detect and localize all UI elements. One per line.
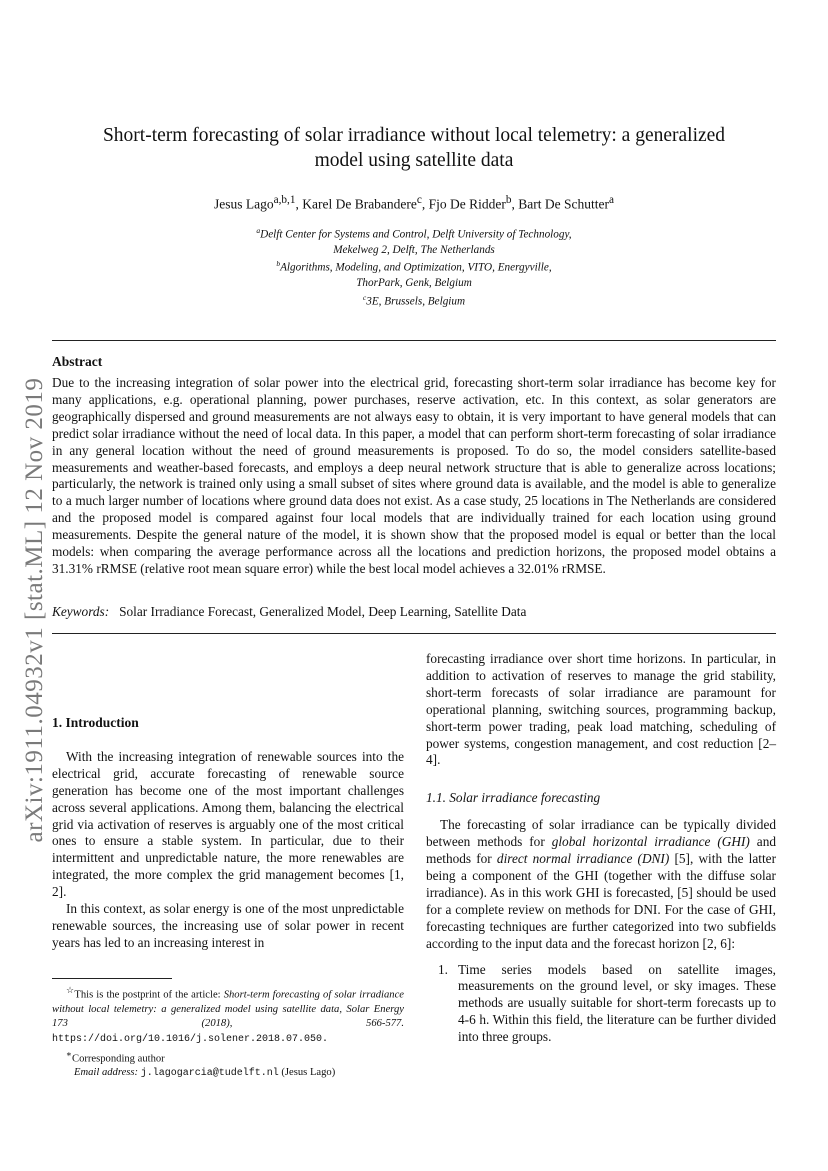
author-sup: a,b,1 (273, 194, 296, 206)
paper-title (60, 123, 768, 173)
abstract-bottom-rule (52, 633, 776, 634)
affiliations (60, 224, 768, 309)
list-item (426, 962, 776, 1047)
author-name: Karel De Brabandere (302, 196, 417, 212)
affiliation-cont: ThorPark, Genk, Belgium (356, 276, 472, 289)
footnote-corresponding: ∗Corresponding author (66, 1048, 165, 1065)
footnote-rule (52, 978, 172, 979)
author-sup: b (505, 194, 512, 206)
arxiv-sidebar (20, 350, 50, 870)
intro-paragraph-3: forecasting irradiance over short time horizons. In particular, in addition to activation of reserves to manage the grid stability, short-term forecasts of solar irradiance are paramount for operational planning, switching sources, programming backup, short-term power trading, peak load matching, scheduling of power systems, congestion management, and cost reduction [2–4]. (426, 651, 776, 768)
footnotes (52, 983, 404, 1081)
affiliation: $^b$Algorithms, Modeling, and Optimization, VITO, Energyville, (276, 259, 552, 275)
subsection-heading: 1.1. Solar irradiance forecasting (426, 790, 601, 806)
email-link[interactable]: j.lagogarcia@tudelft.nl (140, 1068, 279, 1080)
author-list: Jesus Lago$^{a,b,1}$, Karel De Brabandere$^c$, Fjo De Ridder$^b$, Bart De Schutter$^a$ (213, 194, 615, 212)
arxiv-identifier: arXiv:1911.04932v1 [stat.ML] 12 Nov 2019 (21, 377, 48, 843)
abstract-heading: Abstract (52, 354, 103, 369)
abstract-text: Due to the increasing integration of solar power into the electrical grid, forecasting short-term solar irradiance has become key for many applications, e.g. operational planning, power purchases, reserve activation, etc. In this context, as solar generators are geographically dispersed and ground measurements are not always easy to obtain, it is very important to have general models that can predict solar irradiance without the need of local data. In this paper, a model that can perform short-term forecasting of solar irradiance in any general location without the need of ground measurements is proposed. To do so, the model considers satellite-based measurements and weather-based forecasts, and employs a deep neural network structure that is able to generalize across locations; particularly, the network is trained only using a small subset of sites where ground data is available, and the model is able to generalize to a much larger number of locations where ground data does not exist. As a case study, 25 locations in The Netherlands are considered and the proposed model is compared against four local models that are individually trained for each location using ground measurements. Despite the general nature of the model, it is shown show that the proposed model is equal or better than the local models: when comparing the average performance across all the locations and prediction horizons, the proposed model obtains a 31.31% rRMSE (relative root mean square error) while the best local model achieves a 32.01% rRMSE. (52, 375, 776, 576)
footnote-email: Email address: j.lagogarcia@tudelft.nl (Jesus Lago) (74, 1067, 336, 1080)
title-line-2: model using satellite data (314, 150, 514, 171)
right-column (426, 651, 776, 1046)
author-sup: a (609, 194, 615, 206)
keywords-list: Solar Irradiance Forecast, Generalized Model, Deep Learning, Satellite Data (119, 604, 527, 619)
section-heading-introduction: 1. Introduction (52, 715, 139, 730)
keywords (52, 604, 776, 620)
intro-paragraph-1: With the increasing integration of renewable sources into the electrical grid, accurate forecasting of renewable source generation has become one of the most important challenges across several applications. Among them, balancing the electrical grid via activation of reserves is arguably one of the most critical ones to ensure a stable system. In particular, due to their intermittent and unpredictable nature, the more renewables are integrated, the more complex the grid management becomes [1, 2]. (52, 748, 404, 900)
author-name: Jesus Lago (213, 196, 274, 212)
left-column (52, 715, 404, 952)
affiliation: $^a$Delft Center for Systems and Control, Delft University of Technology, (256, 226, 572, 241)
author-sup: c (416, 194, 422, 206)
author-name: Bart De Schutter (518, 196, 610, 212)
list-number: 1. (438, 961, 448, 977)
forecasting-paragraph: The forecasting of solar irradiance can be typically divided between methods for global horizontal irradiance (GHI) and methods for direct normal irradiance (DNI) [5], with the latter being a component of the GHI (together with the diffuse solar irradiance). As in this work GHI is forecasted, [5] should be used for a complete review on methods for DNI. For the case of GHI, forecasting techniques are further categorized into two subfields according to the input data and the forecast horizon [2, 6]: (426, 817, 777, 951)
intro-paragraph-2: In this context, as solar energy is one of the most unpredictable renewable sources, the increasing use of solar power in recent years has led to an increasing interest in (52, 901, 404, 950)
affiliation: $^c$3E, Brussels, Belgium (362, 292, 466, 308)
affiliation-cont: Mekelweg 2, Delft, The Netherlands (333, 243, 495, 256)
title-line-1: Short-term forecasting of solar irradiance without local telemetry: a generalized (102, 125, 726, 146)
footnote-postprint: ☆This is the postprint of the article: Short-term forecasting of solar irradiance without local telemetry: a generalized model using satellite data, Solar Energy 173 (2018), 566-577. https://doi.org/10.1016/j.solener.2018.07.050. (52, 985, 404, 1045)
author-name: Fjo De Ridder (428, 196, 506, 212)
abstract-top-rule (52, 340, 776, 341)
keywords-label: Keywords: (52, 604, 110, 619)
list-item-text: Time series models based on satellite images, measurements on the ground level, or sky images. These methods are usually suitable for short-term forecasts up to 4-6 h. Within this field, the literature can be further divided into three groups. (458, 961, 776, 1045)
